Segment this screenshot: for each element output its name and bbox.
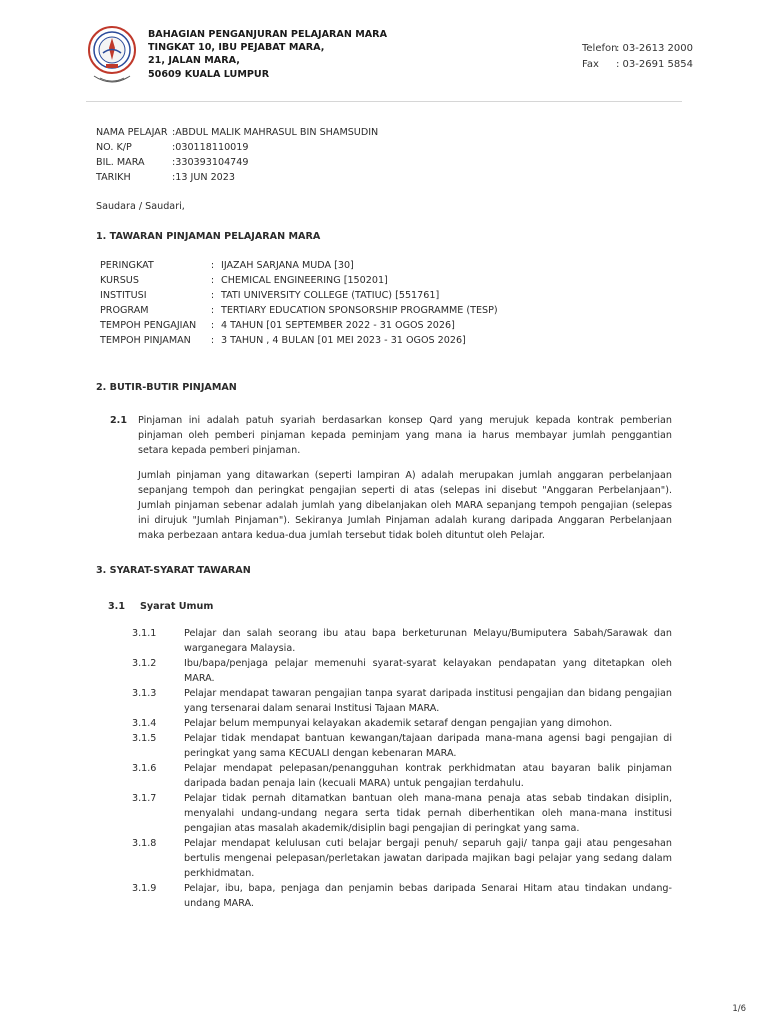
page-number: 1/6 [732,1004,746,1014]
salutation: Saudara / Saudari, [96,201,185,212]
condition-list [96,626,672,911]
offer-separator: : [210,335,215,346]
offer-value: IJAZAH SARJANA MUDA [30] [221,260,354,271]
condition-text: Pelajar tidak pernah ditamatkan bantuan oleh mana-mana penaja atas sebab tindakan disiplin, menyalahi undang-undang negara serta tidak pernah diberhentikan oleh mana-mana institusi pengajian atas masalah akademik/disiplin bagi pengajian di peringkat yang sama. [184,793,672,834]
student-value: :ABDUL MALIK MAHRASUL BIN SHAMSUDIN [172,127,379,138]
condition-text: Ibu/bapa/penjaga pelajar memenuhi syarat-syarat kelayakan pendapatan yang ditetapkan oleh MARA. [184,658,672,684]
offer-value: TERTIARY EDUCATION SPONSORSHIP PROGRAMME (TESP) [221,305,498,316]
condition-number: 3.1.5 [132,733,157,744]
condition-text: Pelajar mendapat kelulusan cuti belajar bergaji penuh/ separuh gaji/ tanpa gaji atau pengesahan bertulis mengenai pelepasan/perletakan jawatan daripada majikan bagi pelajar yang sedang dalam perkhidmatan. [184,838,672,879]
student-label: BIL. MARA [96,157,145,168]
offer-value: 4 TAHUN [01 SEPTEMBER 2022 - 31 OGOS 2026] [221,320,455,331]
telefon-label: Telefon [582,43,618,54]
offer-label: PROGRAM [100,305,149,316]
offer-row [96,258,672,273]
address-line: TINGKAT 10, IBU PEJABAT MARA, [148,42,325,54]
address-line: 21, JALAN MARA, [148,55,240,67]
offer-separator: : [210,305,215,316]
offer-value: CHEMICAL ENGINEERING [150201] [221,275,388,286]
offer-row [96,318,672,333]
offer-label: TEMPOH PINJAMAN [100,335,191,346]
condition-text: Pelajar dan salah seorang ibu atau bapa berketurunan Melayu/Bumiputera Sabah/Sarawak dan warganegara Malaysia. [184,628,672,654]
condition-number: 3.1.2 [132,658,157,669]
condition-text: Pelajar mendapat pelepasan/penangguhan kontrak perkhidmatan atau bayaran balik pinjaman daripada badan penaja lain (kecuali MARA) untuk pengajian terdahulu. [184,763,672,789]
offer-separator: : [210,275,215,286]
condition-item [96,686,672,716]
student-row [96,155,672,170]
student-label: NO. K/P [96,142,132,153]
offer-separator: : [210,320,215,331]
condition-item [96,881,672,911]
offer-row [96,288,672,303]
condition-item [96,716,672,731]
header-divider [86,101,682,102]
item-content [138,413,672,543]
section-3-title: 3. SYARAT-SYARAT TAWARAN [96,565,251,576]
condition-number: 3.1.8 [132,838,157,849]
condition-number: 3.1.9 [132,883,157,894]
subsection-number: 3.1 [108,601,125,612]
contact-block [582,41,693,73]
condition-item [96,626,672,656]
condition-item [96,791,672,836]
address-line: 50609 KUALA LUMPUR [148,68,270,80]
condition-number: 3.1.7 [132,793,157,804]
telefon-value: : 03-2613 2000 [616,43,693,54]
offer-label: KURSUS [100,275,139,286]
condition-item [96,836,672,881]
offer-label: TEMPOH PENGAJIAN [100,320,197,331]
condition-item [96,761,672,791]
section-1-title: 1. TAWARAN PINJAMAN PELAJARAN MARA [96,231,321,242]
paragraph: Pinjaman ini adalah patuh syariah berdasarkan konsep Qard yang merujuk kepada kontrak pemberian pinjaman oleh pemberi pinjaman kepada peminjam yang mana ia harus membayar jumlah penggantian setara kepada pemberi pinjaman. [138,415,672,456]
paragraph: Jumlah pinjaman yang ditawarkan (seperti lampiran A) adalah merupakan jumlah anggaran perbelanjaan sepanjang tempoh dan peringkat pengajian seperti di atas (selepas ini disebut "Anggaran Perbelanjaan"). Jumlah pinjaman sebenar adalah jumlah yang dibelanjakan oleh MARA sepanjang tempoh pengajian (selepas ini dirujuk "Jumlah Pinjaman"). Sekiranya Jumlah Pinjaman adalah kurang daripada Anggaran Perbelanjaan maka perbezaan antara kedua-dua jumlah tersebut tidak boleh dituntut oleh Pelajar. [138,470,672,541]
fax-row [582,57,693,73]
offer-details [96,258,672,348]
condition-number: 3.1.6 [132,763,157,774]
offer-row [96,333,672,348]
item-number: 2.1 [110,415,127,426]
student-label: TARIKH [96,172,131,183]
condition-text: Pelajar tidak mendapat bantuan kewangan/tajaan daripada mana-mana agensi bagi pengajian di peringkat yang sama KECUALI dengan kebenaran MARA. [184,733,672,759]
offer-value: 3 TAHUN , 4 BULAN [01 MEI 2023 - 31 OGOS 2026] [221,335,466,346]
student-label: NAMA PELAJAR [96,127,168,138]
offer-separator: : [210,260,215,271]
section-2-title: 2. BUTIR-BUTIR PINJAMAN [96,382,237,393]
subsection-title: Syarat Umum [140,601,214,612]
offer-label: PERINGKAT [100,260,154,271]
offer-value: TATI UNIVERSITY COLLEGE (TATIUC) [551761] [221,290,440,301]
fax-value: : 03-2691 5854 [616,59,693,70]
student-row [96,140,672,155]
student-details [96,125,672,185]
student-row [96,170,672,185]
telefon-row [582,41,693,57]
condition-text: Pelajar belum mempunyai kelayakan akademik setaraf dengan pengajian yang dimohon. [184,718,613,729]
offer-row [96,273,672,288]
condition-text: Pelajar mendapat tawaran pengajian tanpa syarat daripada institusi pengajian dan bidang pengajian yang tersenarai dalam senarai Institusi Tajaan MARA. [184,688,672,714]
student-value: :13 JUN 2023 [172,172,235,183]
student-value: :030118110019 [172,142,249,153]
condition-item [96,656,672,686]
offer-row [96,303,672,318]
condition-text: Pelajar, ibu, bapa, penjaga dan penjamin bebas daripada Senarai Hitam atau tindakan undang-undang MARA. [184,883,672,909]
fax-label: Fax [582,59,599,70]
condition-number: 3.1.4 [132,718,157,729]
offer-separator: : [210,290,215,301]
subsection-3-1-heading [96,599,672,614]
address-line: BAHAGIAN PENGANJURAN PELAJARAN MARA [148,29,387,40]
item-2-1 [96,413,672,543]
condition-number: 3.1.1 [132,628,157,639]
student-row [96,125,672,140]
offer-label: INSTITUSI [100,290,147,301]
condition-item [96,731,672,761]
condition-number: 3.1.3 [132,688,157,699]
letter-body [96,125,672,911]
student-value: :330393104749 [172,157,249,168]
mara-logo-icon [86,22,138,88]
letterhead-address [148,28,387,81]
